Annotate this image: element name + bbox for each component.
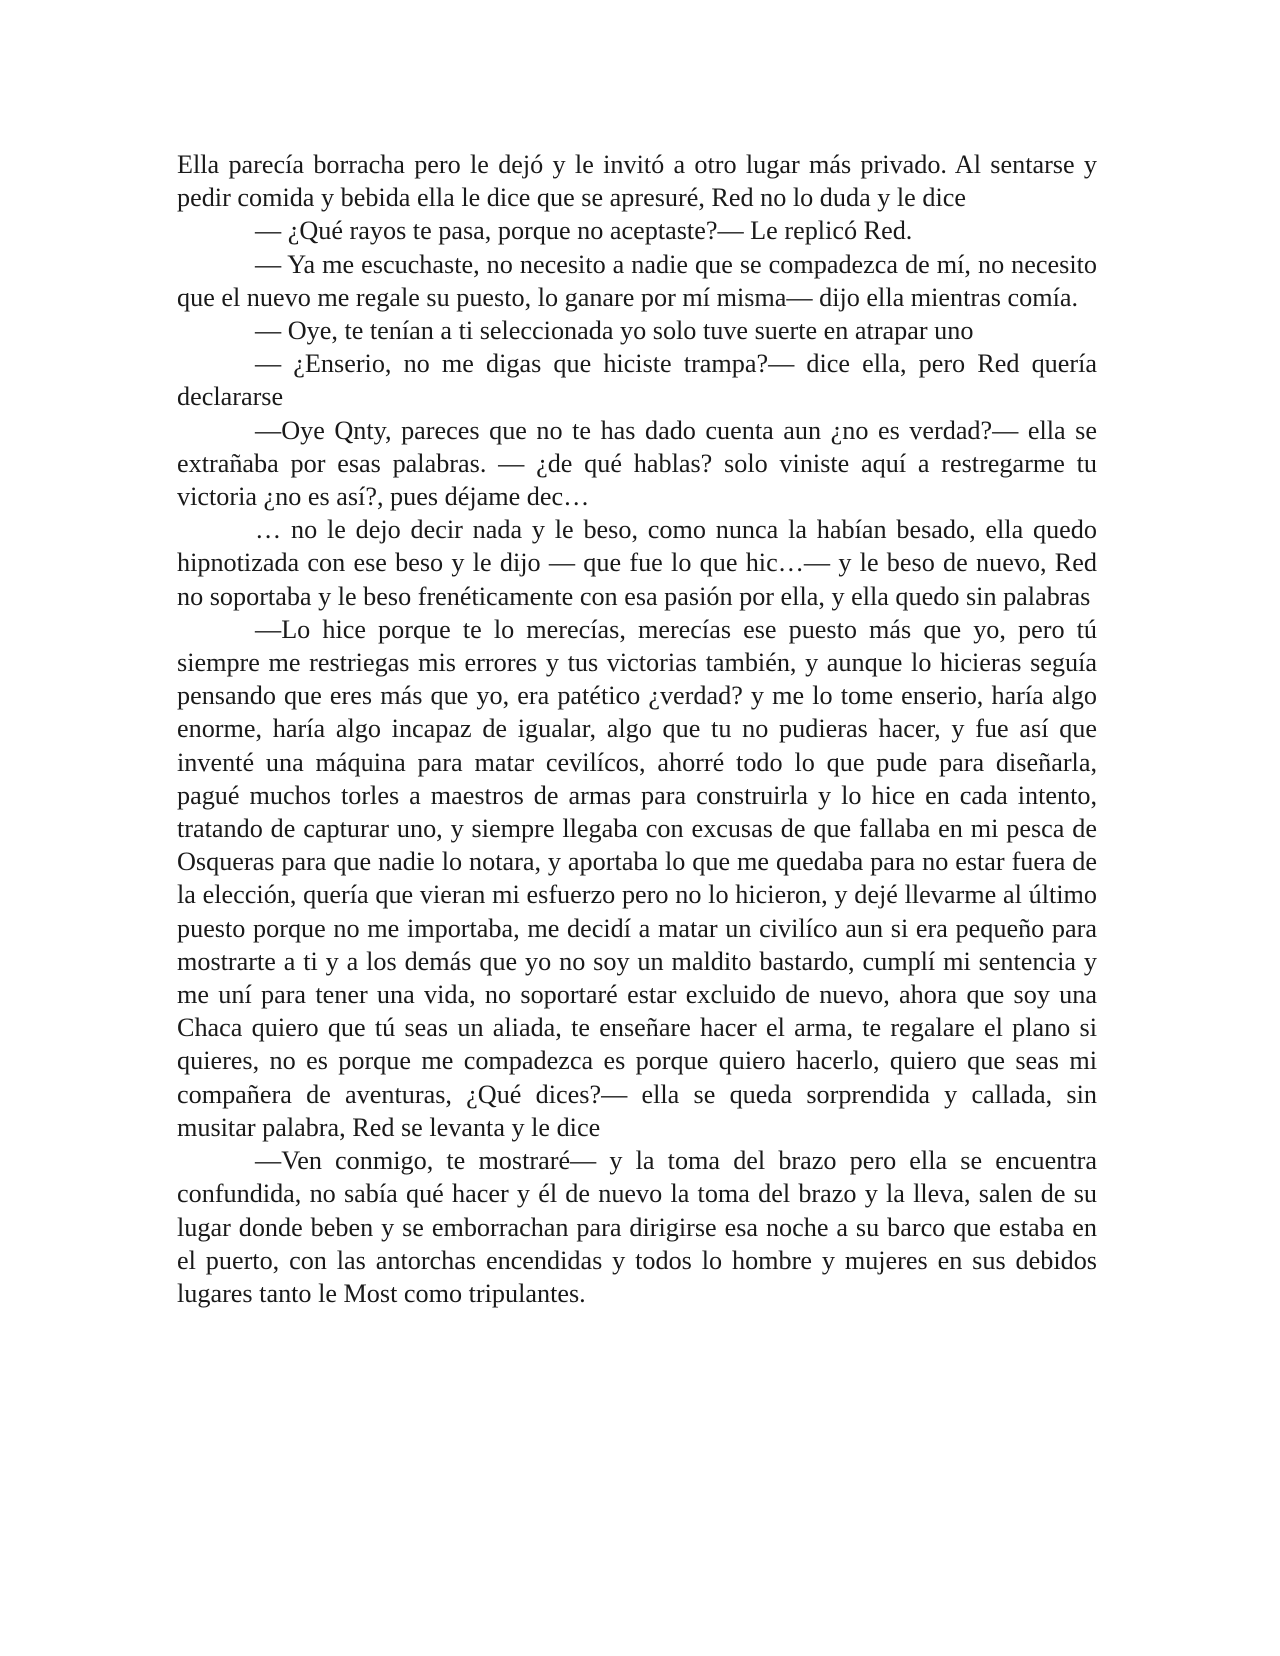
paragraph-6: —Oye Qnty, pareces que no te has dado cuenta aun ¿no es verdad?— ella se extrañaba por esas palabras. — ¿de qué hablas? solo viniste aquí a restregarme tu victoria ¿no es así?, pues déjame dec… — [177, 415, 1097, 512]
paragraph-4: — Oye, te tenían a ti seleccionada yo solo tuve suerte en atrapar uno — [255, 316, 974, 346]
paragraph-1: Ella parecía borracha pero le dejó y le invitó a otro lugar más privado. Al sentarse y pedir comida y bebida ella le dice que se apresuré, Red no lo duda y le dice — [177, 150, 1097, 213]
document-page — [177, 148, 1097, 1310]
paragraph-8: —Lo hice porque te lo merecías, merecías ese puesto más que yo, pero tú siempre me restriegas mis errores y tus victorias también, y aunque lo hicieras seguía pensando que eres más que yo, era patético ¿verdad? y me lo tome enserio, haría algo enorme, haría algo incapaz de igualar, algo que tu no pudieras hacer, y fue así que inventé una máquina para matar cevilícos, ahorré todo lo que pude para diseñarla, pagué muchos torles a maestros de armas para construirla y lo hice en cada intento, tratando de capturar uno, y siempre llegaba con excusas de que fallaba en mi pesca de Osqueras para que nadie lo notara, y aportaba lo que me quedaba para no estar fuera de la elección, quería que vieran mi esfuerzo pero no lo hicieron, y dejé llevarme al último puesto porque no me importaba, me decidí a matar un civilíco aun si era pequeño para mostrarte a ti y a los demás que yo no soy un maldito bastardo, cumplí mi sentencia y me uní para tener una vida, no soportaré estar excluido de nuevo, ahora que soy una Chaca quiero que tú seas un aliada, te enseñare hacer el arma, te regalare el plano si quieres, no es porque me compadezca es porque quiero hacerlo, quiero que seas mi compañera de aventuras, ¿Qué dices?— ella se queda sorprendida y callada, sin musitar palabra, Red se levanta y le dice — [177, 614, 1097, 1142]
paragraph-5: — ¿Enserio, no me digas que hiciste trampa?— dice ella, pero Red quería declararse — [177, 349, 1097, 412]
paragraph-3: — Ya me escuchaste, no necesito a nadie que se compadezca de mí, no necesito que el nuevo me regale su puesto, lo ganare por mí misma— dijo ella mientras comía. — [177, 249, 1097, 312]
paragraph-2: — ¿Qué rayos te pasa, porque no aceptaste?— Le replicó Red. — [255, 216, 913, 246]
paragraph-7: … no le dejo decir nada y le beso, como nunca la habían besado, ella quedo hipnotizada con ese beso y le dijo — que fue lo que hic…— y le beso de nuevo, Red no soportaba y le beso frenéticamente con esa pasión por ella, y ella quedo sin palabras — [177, 515, 1097, 611]
paragraph-9: —Ven conmigo, te mostraré— y la toma del brazo pero ella se encuentra confundida, no sabía qué hacer y él de nuevo la toma del brazo y la lleva, salen de su lugar donde beben y se emborrachan para dirigirse esa noche a su barco que estaba en el puerto, con las antorchas encendidas y todos lo hombre y mujeres en sus debidos lugares tanto le Most como tripulantes. — [177, 1146, 1097, 1308]
